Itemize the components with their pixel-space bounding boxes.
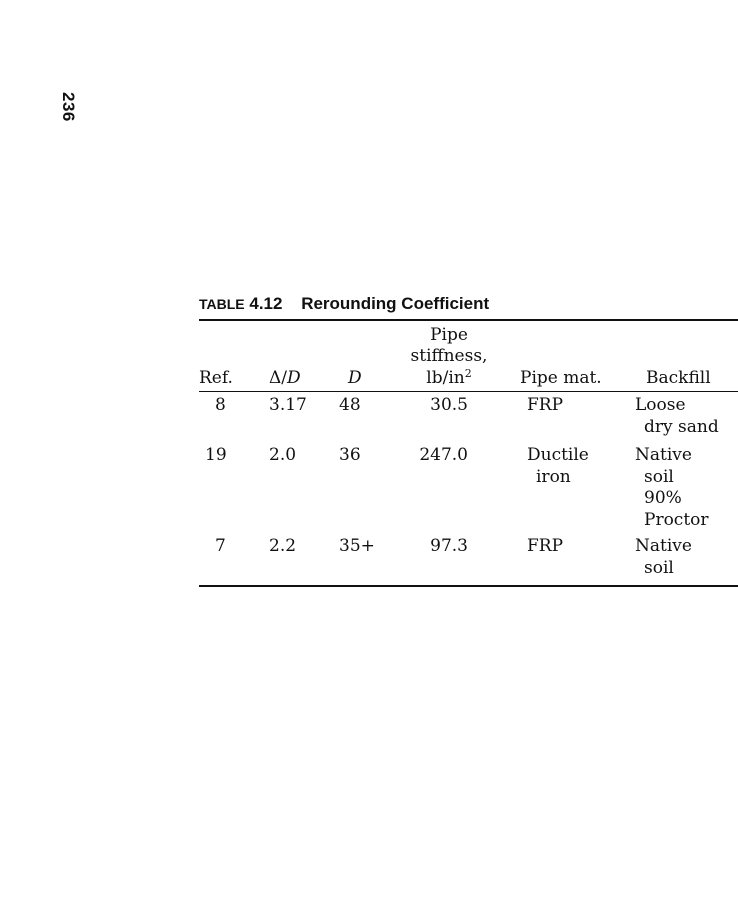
table-row [199, 535, 738, 585]
cell-ref: 7 [215, 536, 226, 556]
cell-d: 36 [339, 445, 361, 465]
cell-backfill-line1: Loose [635, 395, 686, 415]
header-stiffness-line3 [406, 368, 492, 390]
cell-ref: 19 [205, 445, 227, 465]
cell-stiffness: 247.0 [419, 445, 468, 465]
table-label: TABLE [199, 296, 245, 312]
header-ref: Ref. [199, 367, 233, 388]
cell-pipe-mat-line1: Ductile [527, 445, 589, 465]
header-delta-d: D [287, 367, 301, 388]
cell-backfill-line2: soil [644, 557, 674, 578]
cell-delta-over-d: 3.17 [269, 395, 307, 415]
header-stiffness-sup: 2 [464, 366, 472, 380]
header-pipe-stiffness [406, 325, 492, 390]
cell-pipe-mat-line2: iron [536, 466, 571, 487]
cell-pipe-mat [527, 536, 563, 558]
table-number: 4.12 [249, 294, 283, 313]
cell-backfill-line2: soil [644, 466, 674, 487]
cell-ref: 8 [215, 395, 226, 415]
cell-delta-over-d: 2.0 [269, 445, 297, 465]
cell-pipe-mat-line1: FRP [527, 536, 564, 556]
cell-backfill-line1: Native [635, 445, 692, 465]
cell-d: 35+ [339, 536, 375, 556]
cell-pipe-mat-line1: FRP [527, 395, 564, 415]
header-stiffness-line1: Pipe [430, 324, 468, 345]
header-delta: Δ/ [269, 367, 288, 388]
cell-delta-over-d: 2.2 [269, 536, 297, 556]
table-bottom-rule [199, 585, 738, 587]
cell-backfill [635, 536, 692, 579]
table-title: Rerounding Coefficient [301, 294, 490, 313]
cell-backfill-line1: Native [635, 536, 692, 556]
header-backfill: Backfill [646, 367, 711, 388]
table-header-row [199, 321, 738, 391]
cell-d: 48 [339, 395, 361, 415]
cell-stiffness: 30.5 [430, 395, 468, 415]
cell-backfill [635, 395, 719, 438]
table-row [199, 443, 738, 535]
page-number: 236 [59, 92, 78, 122]
header-delta-over-d [269, 368, 301, 390]
header-stiffness-unit: lb/in [426, 367, 465, 388]
cell-backfill-line4: Proctor [644, 509, 709, 530]
cell-backfill [635, 445, 709, 531]
header-stiffness-line2: stiffness, [410, 346, 488, 366]
header-d: D [348, 367, 362, 388]
cell-backfill-line3: 90% [644, 488, 682, 508]
header-pipe-mat: Pipe mat. [520, 367, 602, 388]
table-row [199, 392, 738, 443]
table-caption [199, 292, 738, 318]
cell-backfill-line2: dry sand [644, 416, 719, 437]
rerounding-table [199, 292, 738, 587]
cell-pipe-mat [527, 445, 589, 488]
cell-stiffness: 97.3 [430, 536, 468, 556]
cell-pipe-mat [527, 395, 563, 417]
